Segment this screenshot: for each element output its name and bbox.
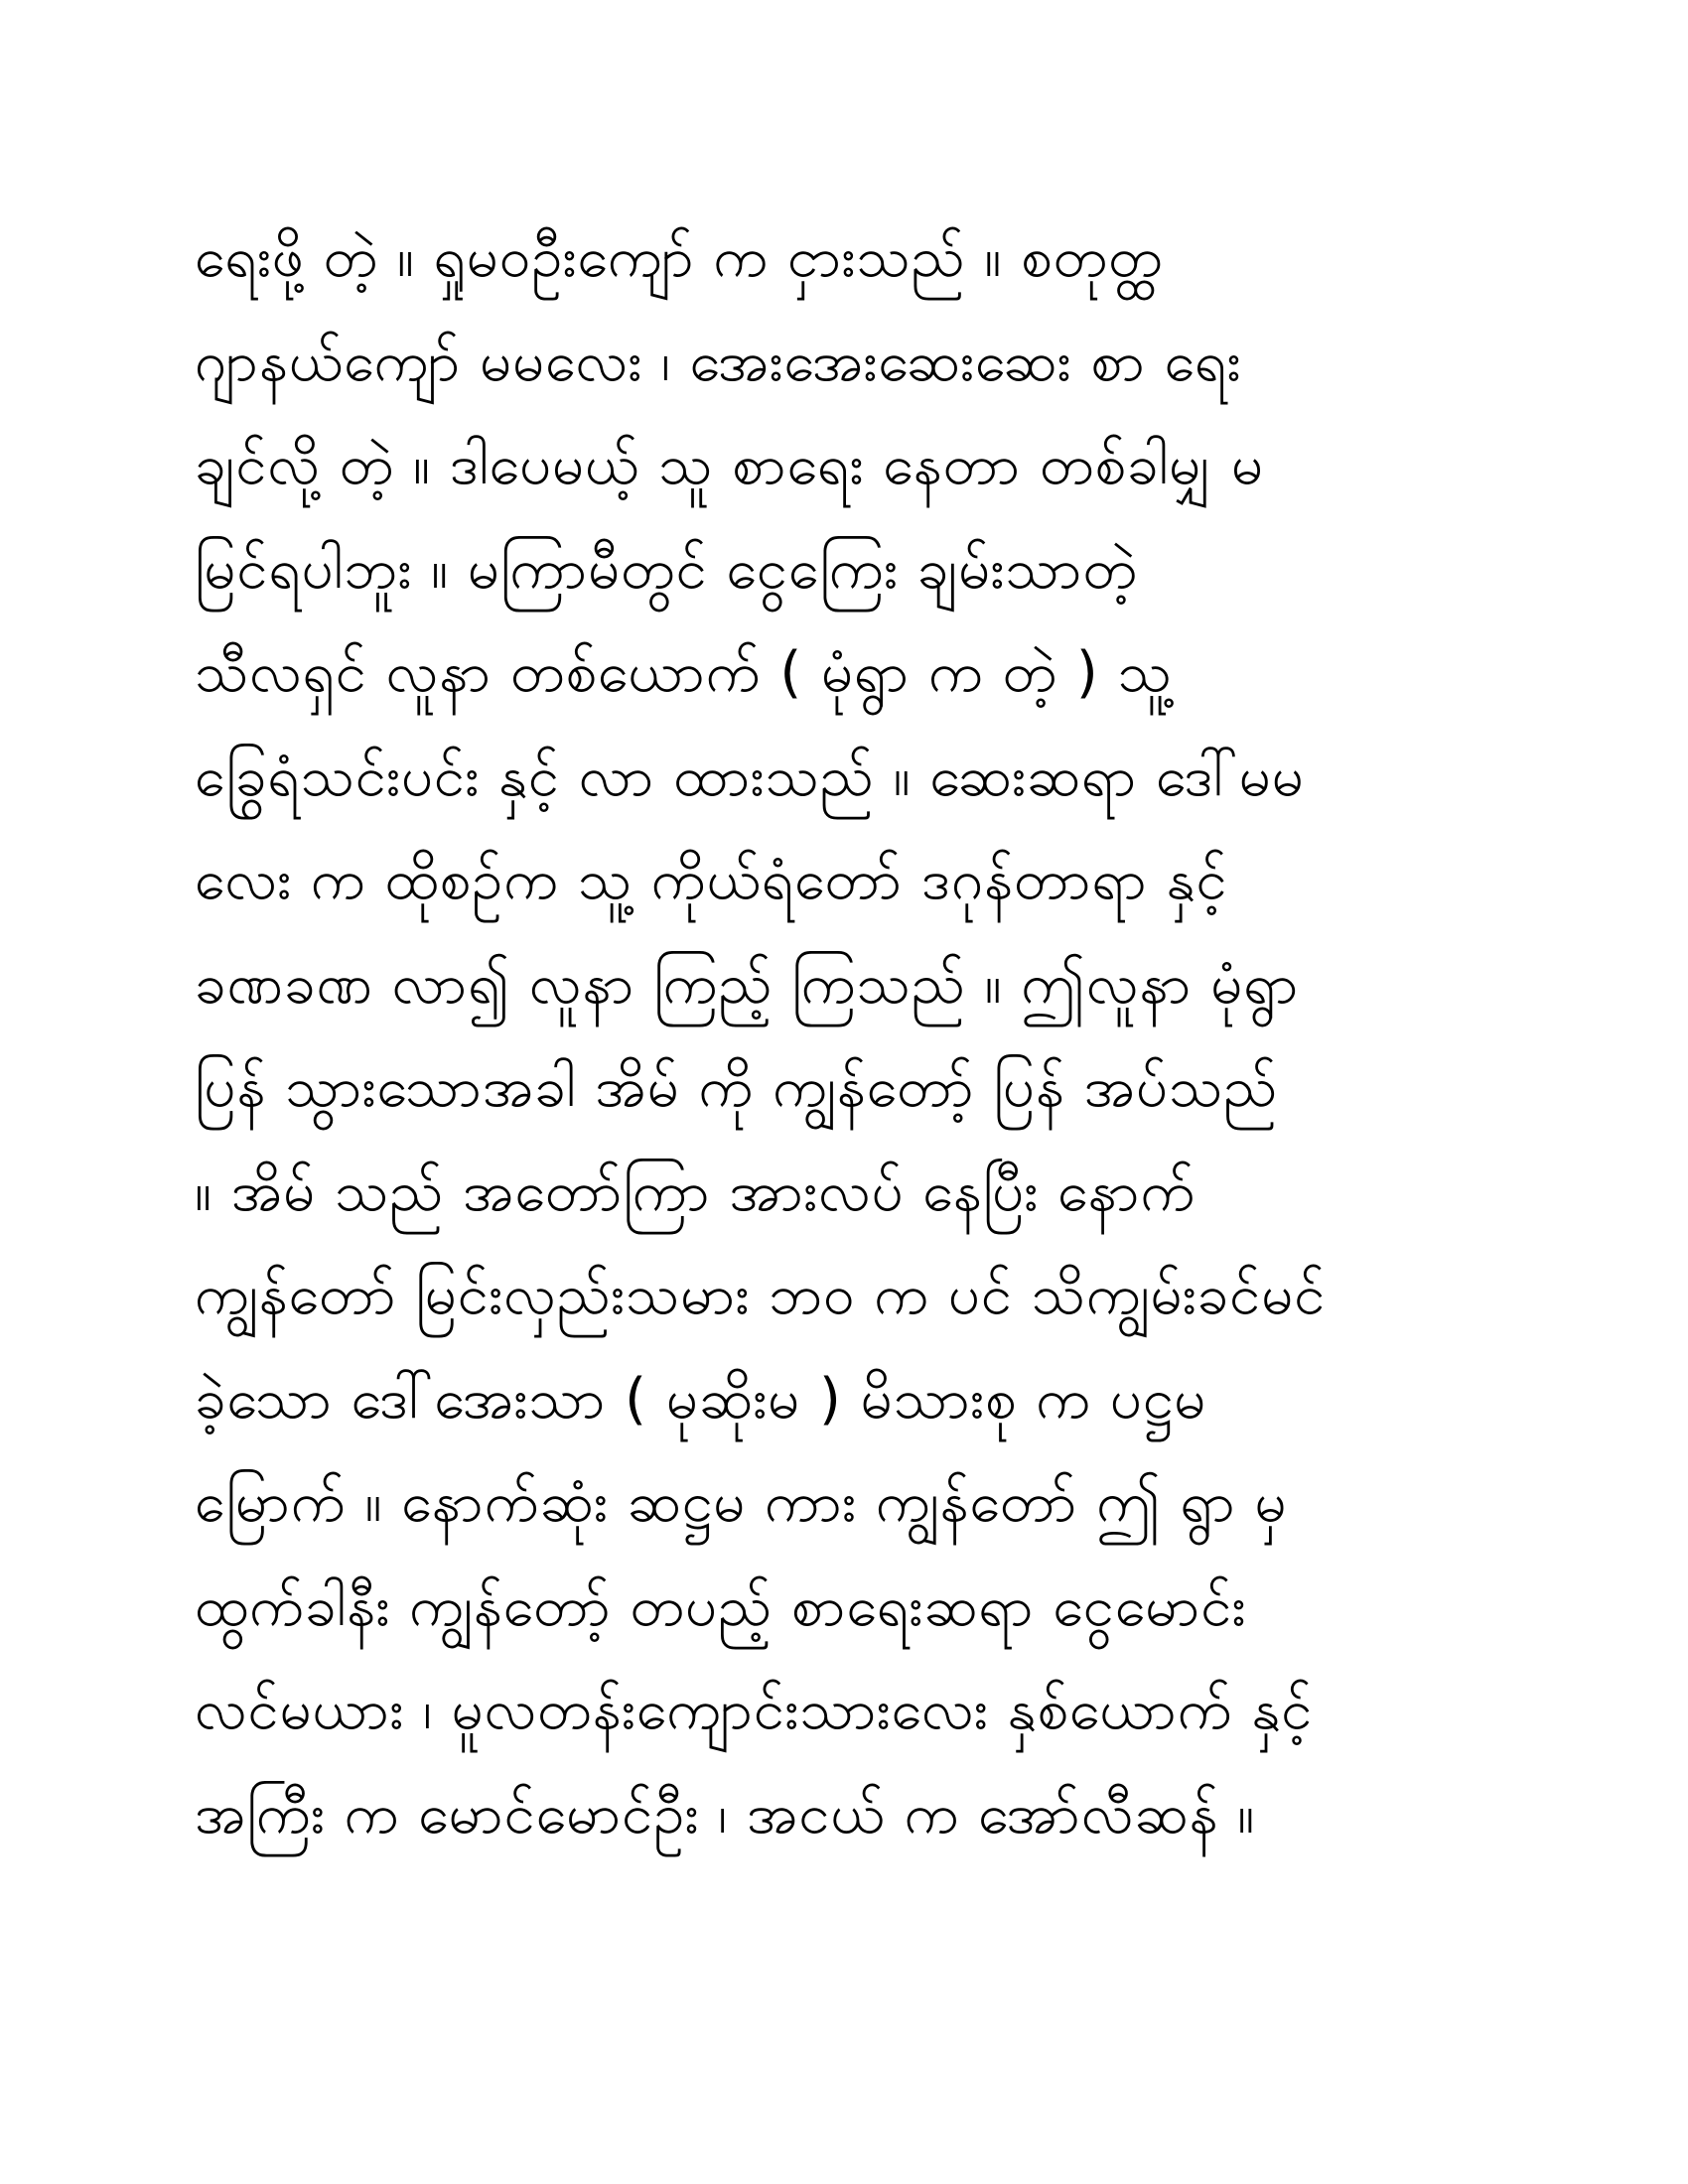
text-line-1: ရေးဖို့ တဲ့ ။ ရှုမဝဦးကျော် က ငှားသည် ။ စတုတ္ထ	[195, 225, 1164, 290]
text-line-12: ခဲ့သော ဒေါ်အေးသာ ( မုဆိုးမ ) မိသားစု က ပဋ္ဌမ	[195, 1366, 1207, 1432]
text-line-8: ခဏခဏ လာ၍ လူနာ ကြည့် ကြသည် ။ ဤလူနာ မုံရွာ	[195, 951, 1300, 1017]
text-line-2: ဂျာနယ်ကျော် မမလေး ၊ အေးအေးဆေးဆေး စာ ရေး	[195, 329, 1242, 394]
text-line-3: ချင်လို့ တဲ့ ။ ဒါပေမယ့် သူ စာရေး နေတာ တစ်ခါမျှ မ	[195, 433, 1264, 497]
text-line-4: မြင်ရပါဘူး ။ မကြာမီတွင် ငွေကြေး ချမ်းသာတဲ့	[195, 536, 1138, 602]
text-line-16: အကြီး က မောင်မောင်ဦး ၊ အငယ် က အော်လီဆန် ။	[195, 1781, 1256, 1846]
body-text	[195, 206, 1505, 1866]
text-line-6: ခြွေရံသင်းပင်း နှင့် လာ ထားသည် ။ ဆေးဆရာ ဒေါ်မမ	[195, 744, 1305, 809]
text-line-15: လင်မယား ၊ မူလတန်းကျောင်းသားလေး နှစ်ယောက် နှင့်	[195, 1678, 1314, 1742]
text-line-11: ကျွန်တော် မြင်းလှည်းသမား ဘဝ က ပင် သိကျွမ်းခင်မင်	[195, 1263, 1327, 1327]
text-line-14: ထွက်ခါနီး ကျွန်တော့် တပည့် စာရေးဆရာ ငွေမောင်း	[195, 1573, 1247, 1639]
text-line-7: လေး က ထိုစဉ်က သူ့ ကိုယ်ရံတော် ဒဂုန်တာရာ နှင့်	[195, 848, 1228, 912]
text-line-9: ပြန် သွားသောအခါ အိမ် ကို ကျွန်တော့် ပြန် အပ်သည်	[195, 1055, 1279, 1120]
text-line-13: မြောက် ။ နောက်ဆုံး ဆဋ္ဌမ ကား ကျွန်တော် ဤ ရွာ မှ	[195, 1470, 1288, 1535]
text-line-5: သီလရှင် လူနာ တစ်ယောက် ( မုံရွာ က တဲ့ ) သူ့	[195, 640, 1173, 705]
text-line-10: ။ အိမ် သည် အတော်ကြာ အားလပ် နေပြီး နောက်	[195, 1159, 1196, 1224]
